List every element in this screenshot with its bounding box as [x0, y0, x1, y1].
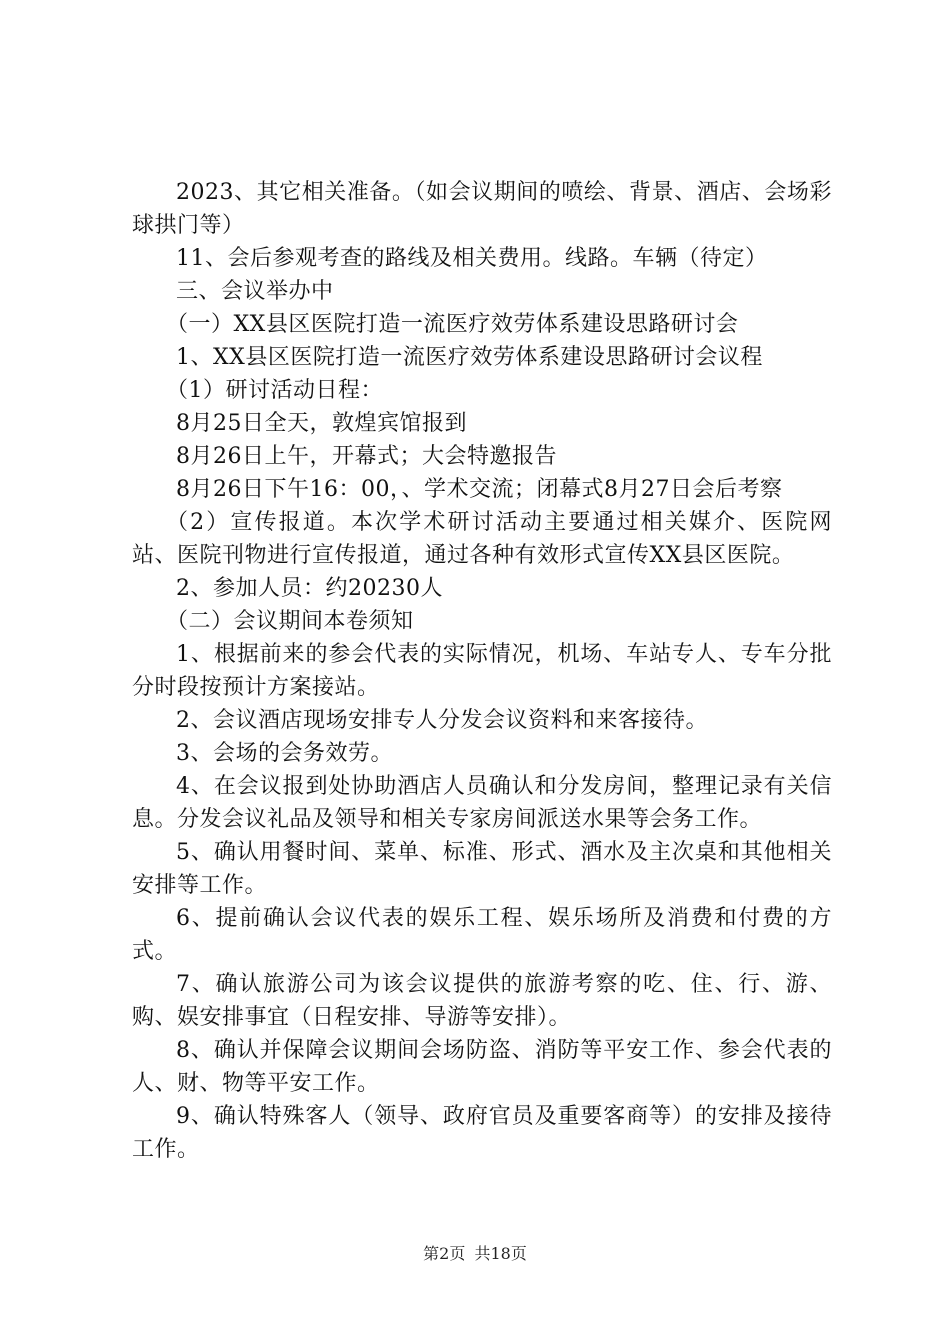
- section-heading-during-meeting: 三、会议举办中: [176, 279, 334, 304]
- paragraph-other-preparations: 2023、其它相关准备。（如会议期间的喷绘、背景、酒店、会场彩球拱门等）: [132, 180, 832, 238]
- page-total: 共18页: [474, 1244, 527, 1263]
- page-number: 第2页: [423, 1244, 466, 1263]
- list-item-note-3: 3、会场的会务效劳。: [176, 741, 393, 766]
- paragraph-schedule-aug26-pm: 8月26日下午16：00，、学术交流；闭幕式8月27日会后考察: [176, 477, 783, 502]
- list-item-note-2: 2、会议酒店现场安排专人分发会议资料和来客接待。: [176, 708, 708, 733]
- list-item-note-7: 7、确认旅游公司为该会议提供的旅游考察的吃、住、行、游、购、娱安排事宜（日程安排、导游等安排）。: [132, 972, 832, 1030]
- subsection-heading-seminar: （一）XX县区医院打造一流医疗效劳体系建设思路研讨会: [166, 312, 739, 337]
- page-footer: [0, 1244, 950, 1264]
- paragraph-participants: 2、参加人员：约20230人: [176, 576, 443, 601]
- paragraph-schedule-heading: （1）研讨活动日程：: [166, 378, 383, 403]
- paragraph-seminar-agenda: 1、XX县区医院打造一流医疗效劳体系建设思路研讨会议程: [176, 345, 763, 370]
- list-item-note-1: 1、根据前来的参会代表的实际情况，机场、车站专人、专车分批分时段按预计方案接站。: [132, 642, 832, 700]
- paragraph-visit-route: 11、会后参观考查的路线及相关费用。线路。车辆（待定）: [176, 246, 768, 271]
- paragraph-schedule-aug25: 8月25日全天，敦煌宾馆报到: [176, 411, 467, 436]
- paragraph-schedule-aug26-am: 8月26日上午，开幕式；大会特邀报告: [176, 444, 557, 469]
- list-item-note-5: 5、确认用餐时间、菜单、标准、形式、酒水及主次桌和其他相关安排等工作。: [132, 840, 832, 898]
- list-item-note-8: 8、确认并保障会议期间会场防盗、消防等平安工作、参会代表的人、财、物等平安工作。: [132, 1038, 832, 1096]
- list-item-note-6: 6、提前确认会议代表的娱乐工程、娱乐场所及消费和付费的方式。: [132, 906, 832, 964]
- subsection-heading-notes: （二）会议期间本卷须知: [166, 609, 414, 634]
- document-body: [132, 176, 832, 1166]
- list-item-note-4: 4、在会议报到处协助酒店人员确认和分发房间，整理记录有关信息。分发会议礼品及领导和相关专家房间派送水果等会务工作。: [132, 774, 832, 832]
- list-item-note-9: 9、确认特殊客人（领导、政府官员及重要客商等）的安排及接待工作。: [132, 1104, 832, 1162]
- paragraph-publicity: （2）宣传报道。本次学术研讨活动主要通过相关媒介、医院网站、医院刊物进行宣传报道，通过各种有效形式宣传XX县区医院。: [132, 510, 832, 568]
